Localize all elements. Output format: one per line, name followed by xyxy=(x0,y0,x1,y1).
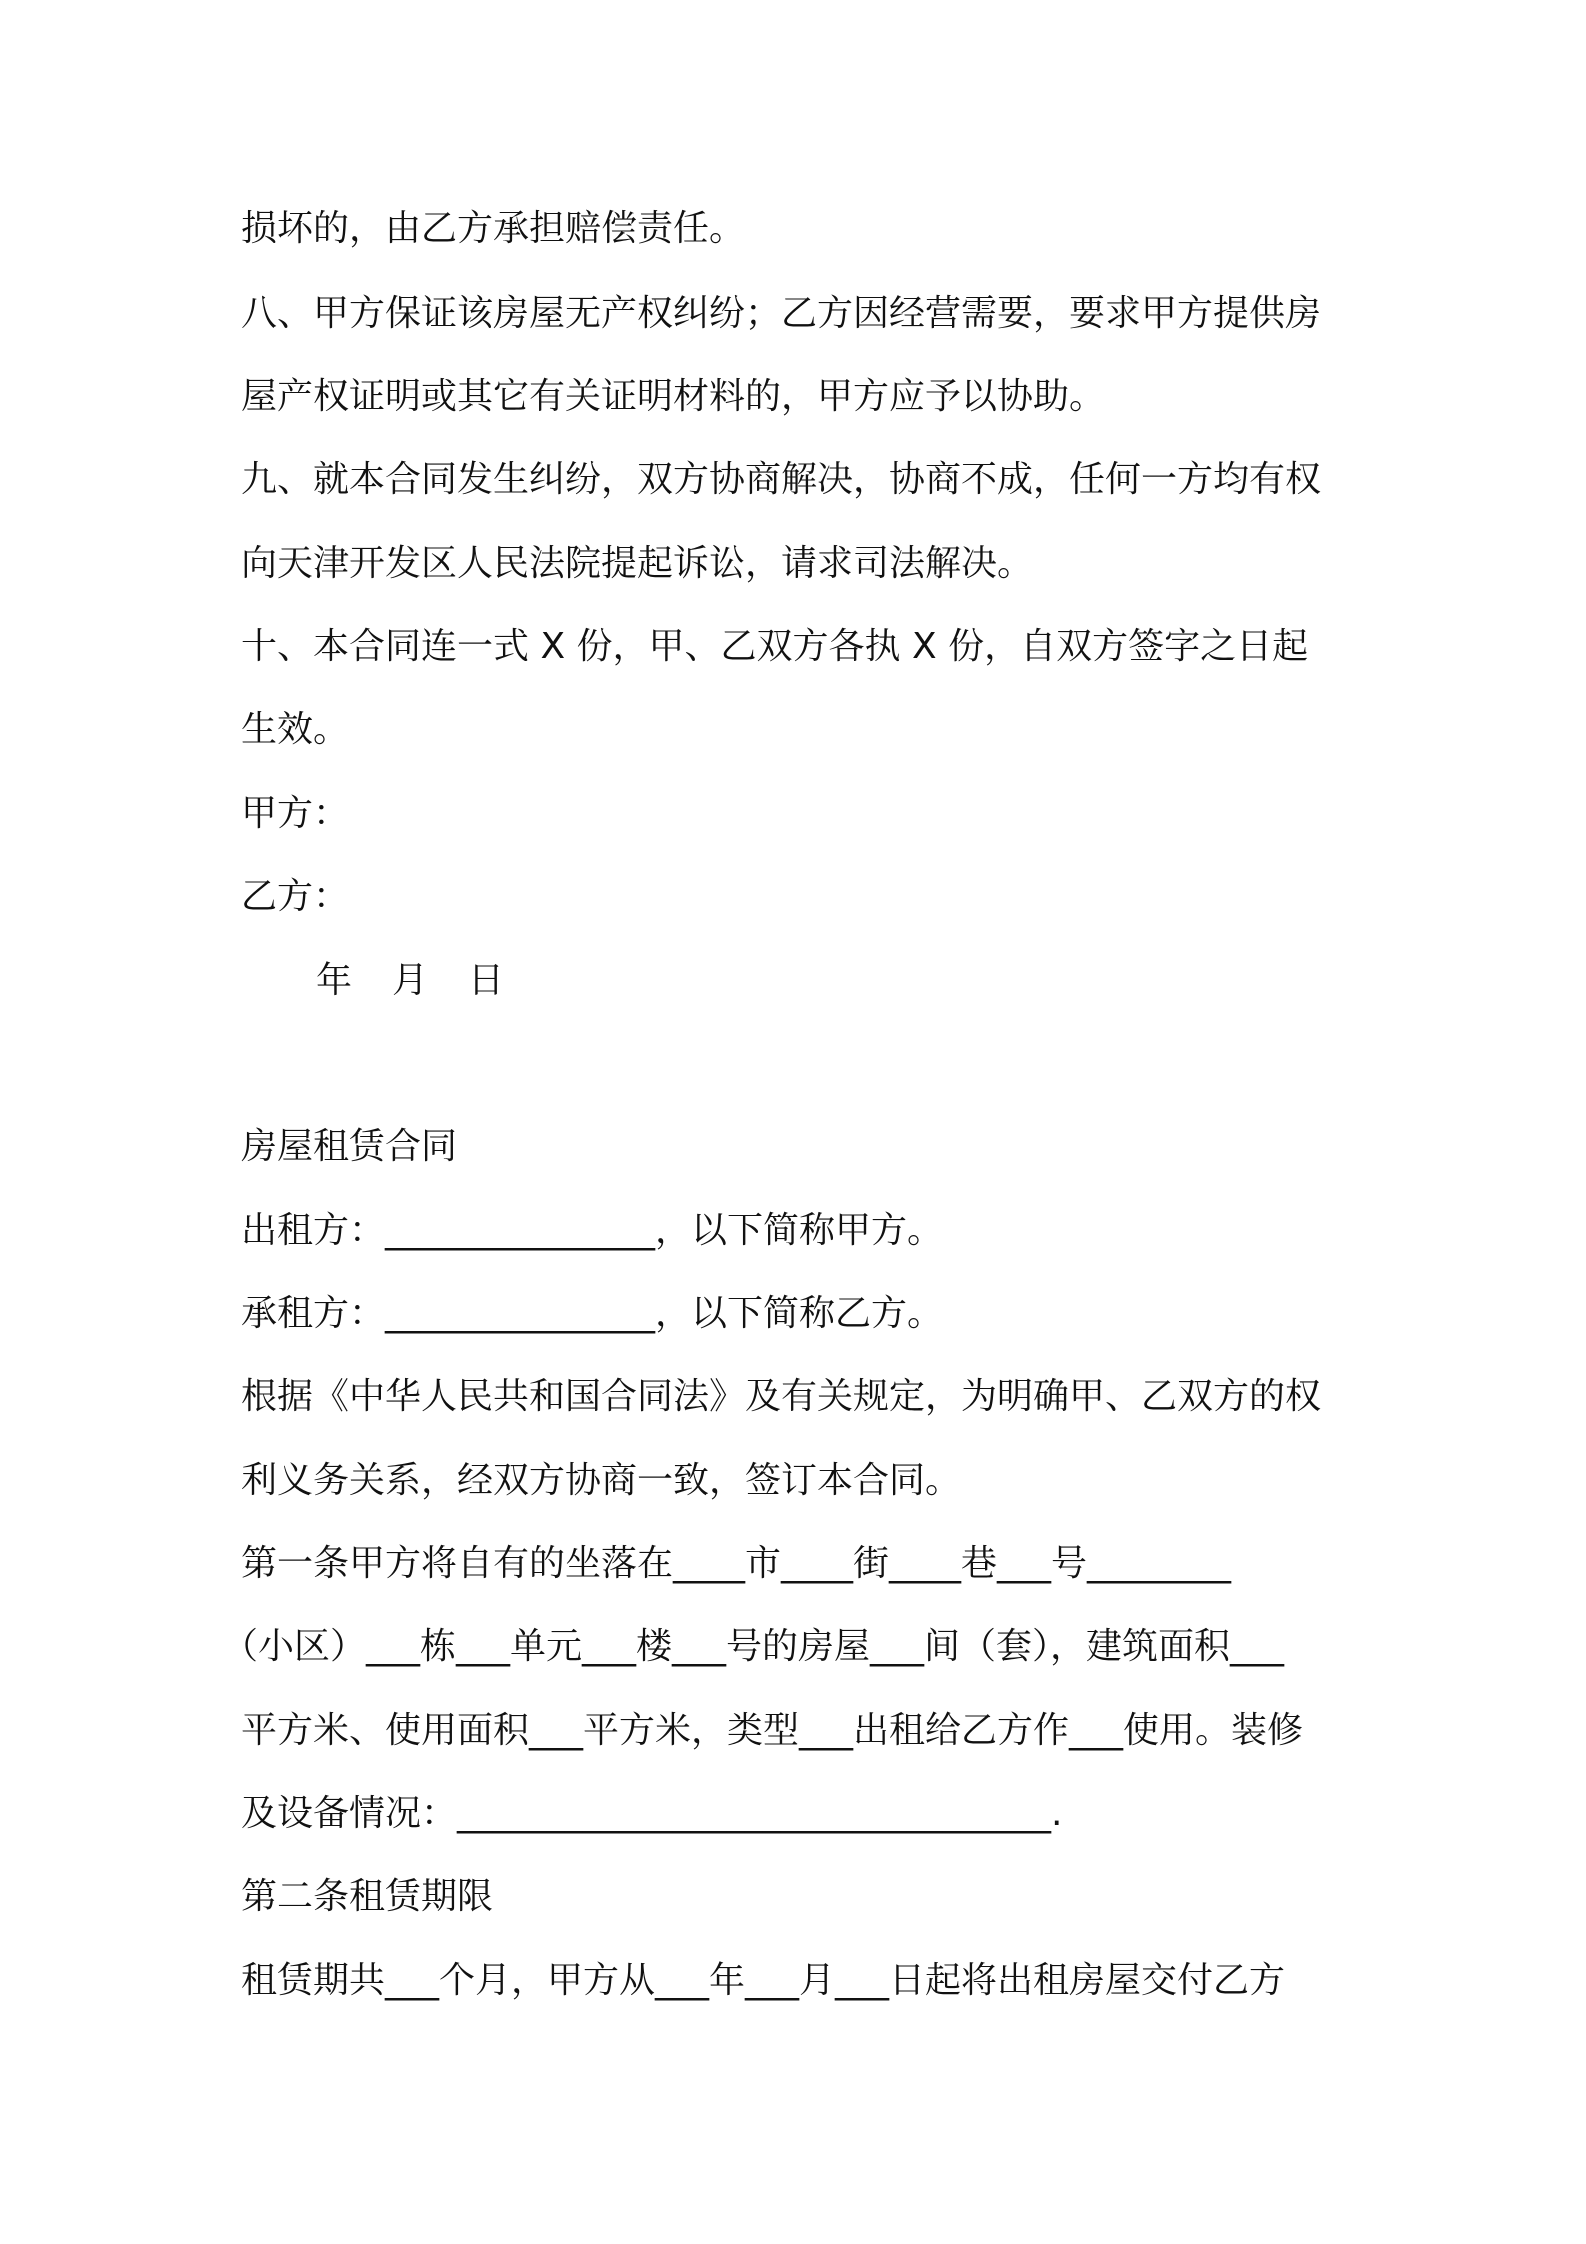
text-line-clause-9-b: 向天津开发区人民法院提起诉讼，请求司法解决。 xyxy=(241,543,1034,584)
text-line-clause-8-a: 八、甲方保证该房屋无产权纠纷；乙方因经营需要，要求甲方提供房 xyxy=(241,293,1322,334)
article-2-line-1: 租赁期共___个月，甲方从___年___月___日起将出租房屋交付乙方 xyxy=(241,1960,1286,2001)
article-1-line-1: 第一条甲方将自有的坐落在____市____街____巷___号________ xyxy=(241,1543,1232,1584)
party-b-signature-label: 乙方： xyxy=(241,876,350,917)
text-line-clause-9-a: 九、就本合同发生纠纷，双方协商解决，协商不成，任何一方均有权 xyxy=(241,459,1322,500)
contract-title: 房屋租赁合同 xyxy=(241,1126,458,1167)
date-month-label: 月 xyxy=(392,960,429,1001)
lessor-line: 出租方：_______________，以下简称甲方。 xyxy=(241,1210,944,1251)
contract-basis-line-2: 利义务关系，经双方协商一致，签订本合同。 xyxy=(241,1460,962,1501)
article-1-line-4: 及设备情况：_________________________________. xyxy=(241,1793,1063,1834)
date-year-label: 年 xyxy=(316,960,353,1001)
article-2-title: 第二条租赁期限 xyxy=(241,1876,494,1917)
party-a-signature-label: 甲方： xyxy=(241,793,350,834)
article-1-line-2: （小区）___栋___单元___楼___号的房屋___间（套），建筑面积___ xyxy=(222,1626,1285,1667)
text-line-damage-liability: 损坏的，由乙方承担赔偿责任。 xyxy=(241,208,746,249)
contract-basis-line-1: 根据《中华人民共和国合同法》及有关规定，为明确甲、乙双方的权 xyxy=(241,1376,1322,1417)
text-line-clause-10-a: 十、本合同连一式 X 份，甲、乙双方各执 X 份，自双方签字之日起 xyxy=(241,626,1309,667)
text-line-clause-10-b: 生效。 xyxy=(241,709,350,750)
signature-date-line xyxy=(316,957,504,1005)
lessee-line: 承租方：_______________，以下简称乙方。 xyxy=(241,1293,944,1334)
text-line-clause-8-b: 屋产权证明或其它有关证明材料的，甲方应予以协助。 xyxy=(241,376,1106,417)
article-1-line-3: 平方米、使用面积___平方米，类型___出租给乙方作___使用。装修 xyxy=(241,1710,1304,1751)
date-day-label: 日 xyxy=(468,960,505,1001)
